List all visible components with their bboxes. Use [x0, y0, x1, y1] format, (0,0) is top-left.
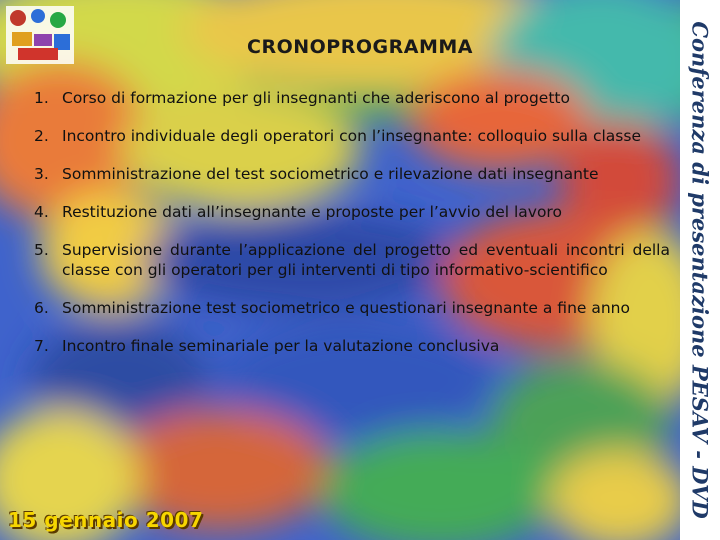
- item-number: 1.: [34, 89, 49, 107]
- event-date: 15 gennaio 2007: [8, 508, 204, 532]
- puzzle-logo: [4, 4, 76, 66]
- conference-title: Conferenza di presentazione PESAV - DVD: [687, 21, 713, 519]
- item-number: 2.: [34, 127, 49, 145]
- list-item: [34, 336, 670, 356]
- schedule-list: [34, 88, 670, 356]
- item-number: 3.: [34, 165, 49, 183]
- item-number: 5.: [34, 241, 49, 259]
- conference-sidebar: [680, 0, 720, 540]
- item-number: 4.: [34, 203, 49, 221]
- item-number: 7.: [34, 337, 49, 355]
- item-text: Corso di formazione per gli insegnanti che aderiscono al progetto: [62, 89, 570, 107]
- item-number: 6.: [34, 299, 49, 317]
- item-text: Incontro finale seminariale per la valutazione conclusiva: [62, 337, 500, 355]
- list-item: [34, 240, 670, 280]
- item-text: Restituzione dati all’insegnante e proposte per l’avvio del lavoro: [62, 203, 562, 221]
- item-text: Incontro individuale degli operatori con l’insegnante: colloquio sulla classe: [62, 127, 641, 145]
- list-item: [34, 298, 670, 318]
- list-item: [34, 88, 670, 108]
- item-text: Somministrazione test sociometrico e questionari insegnante a fine anno: [62, 299, 630, 317]
- list-item: [34, 126, 670, 146]
- list-item: [34, 164, 670, 184]
- slide-title: CRONOPROGRAMMA: [247, 36, 473, 58]
- list-item: [34, 202, 670, 222]
- item-text: Supervisione durante l’applicazione del progetto ed eventuali incontri della classe con gli operatori per gli interventi di tipo informativo-scientifico: [62, 241, 670, 279]
- item-text: Somministrazione del test sociometrico e rilevazione dati insegnante: [62, 165, 599, 183]
